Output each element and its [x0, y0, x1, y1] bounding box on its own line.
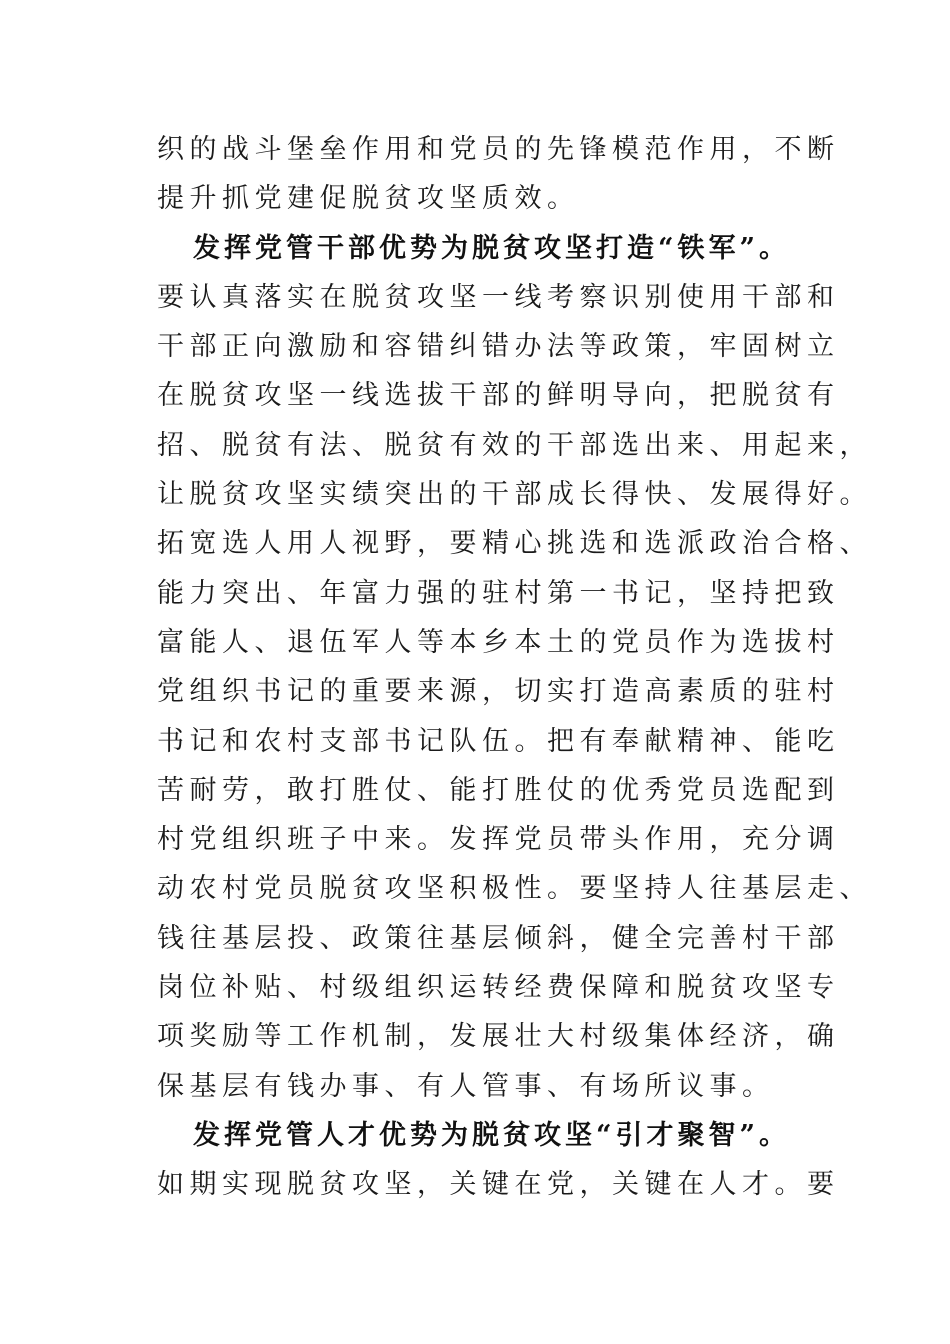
text-line: 书记和农村支部书记队伍。把有奉献精神、能吃	[157, 725, 840, 757]
text-line: 在脱贫攻坚一线选拔干部的鲜明导向，把脱贫有	[157, 380, 840, 412]
text-line: 村党组织班子中来。发挥党员带头作用，充分调	[157, 824, 840, 856]
text-line: 让脱贫攻坚实绩突出的干部成长得快、发展得好。	[157, 479, 872, 511]
text-line: 动农村党员脱贫攻坚积极性。要坚持人往基层走、	[157, 873, 872, 905]
text-line: 苦耐劳，敢打胜仗、能打胜仗的优秀党员选配到	[157, 774, 840, 806]
text-line: 提升抓党建促脱贫攻坚质效。	[157, 183, 580, 215]
text-line: 保基层有钱办事、有人管事、有场所议事。	[157, 1070, 775, 1102]
section-heading: 发挥党管人才优势为脱贫攻坚“引才聚智”。	[193, 1119, 791, 1151]
text-line: 招、脱贫有法、脱贫有效的干部选出来、用起来，	[157, 429, 872, 461]
text-line: 党组织书记的重要来源，切实打造高素质的驻村	[157, 676, 840, 708]
text-line: 拓宽选人用人视野，要精心挑选和选派政治合格、	[157, 528, 872, 560]
text-line: 岗位补贴、村级组织运转经费保障和脱贫攻坚专	[157, 972, 840, 1004]
text-line: 项奖励等工作机制，发展壮大村级集体经济，确	[157, 1021, 840, 1053]
text-line: 要认真落实在脱贫攻坚一线考察识别使用干部和	[157, 281, 840, 313]
text-line: 富能人、退伍军人等本乡本土的党员作为选拔村	[157, 626, 840, 658]
text-line: 如期实现脱贫攻坚，关键在党，关键在人才。要	[157, 1169, 840, 1201]
body-text	[157, 125, 872, 1210]
text-line: 钱往基层投、政策往基层倾斜，健全完善村干部	[157, 922, 840, 954]
section-heading: 发挥党管干部优势为脱贫攻坚打造“铁军”。	[193, 232, 791, 264]
text-line: 织的战斗堡垒作用和党员的先锋模范作用，不断	[157, 134, 840, 165]
text-line: 能力突出、年富力强的驻村第一书记，坚持把致	[157, 577, 840, 609]
text-line: 干部正向激励和容错纠错办法等政策，牢固树立	[157, 331, 840, 363]
